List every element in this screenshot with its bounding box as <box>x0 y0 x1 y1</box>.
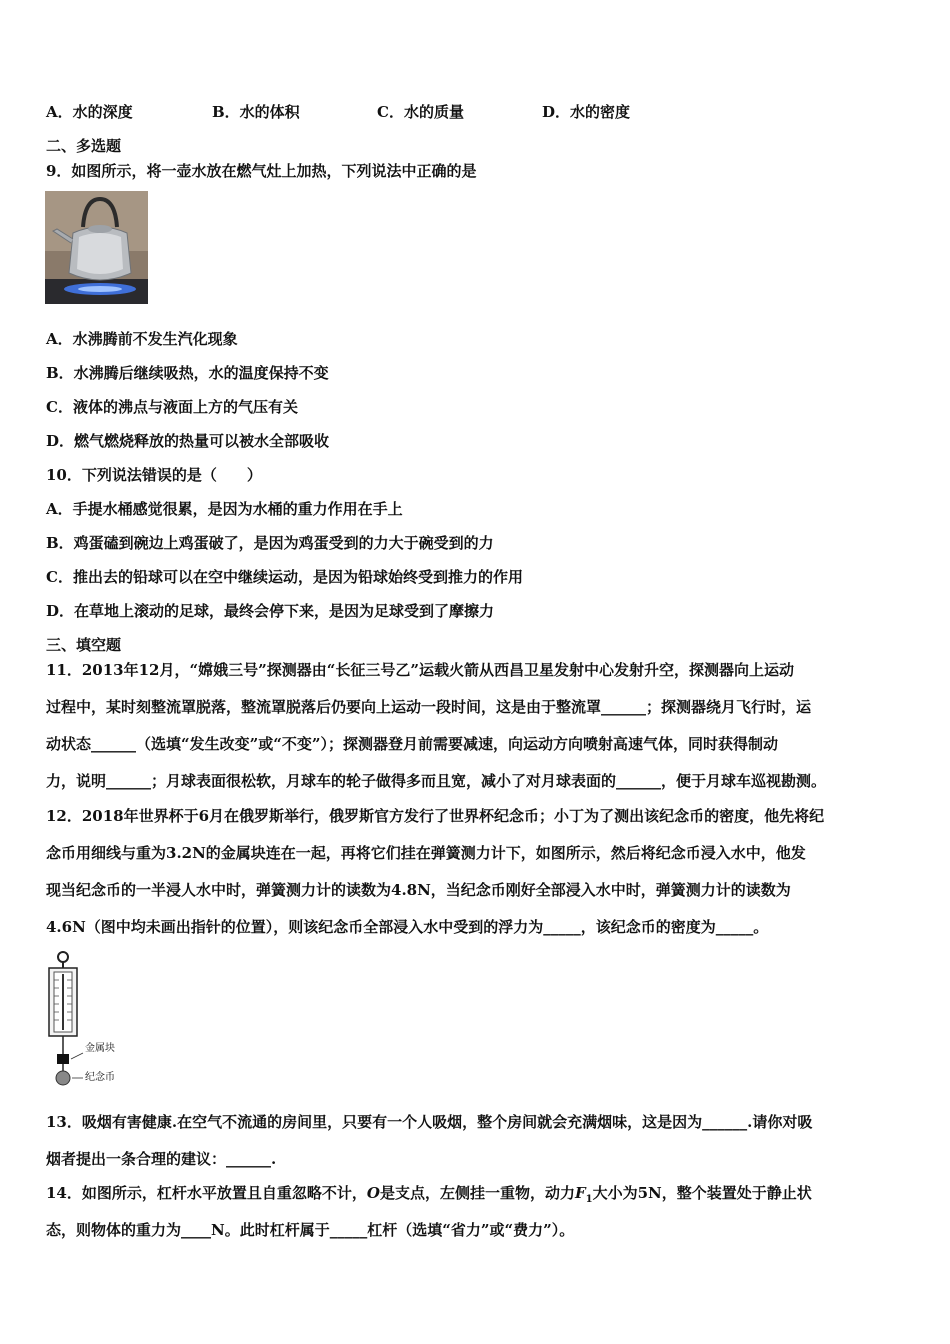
q10-option-c: C．推出去的铅球可以在空中继续运动，是因为铅球始终受到推力的作用 <box>46 568 523 586</box>
q12-line-3: 现当纪念币的一半浸人水中时，弹簧测力计的读数为4.8N，当纪念币刚好全部浸入水中时，弹簧测力计的读数为 <box>46 881 791 899</box>
q11-line-2: 过程中，某时刻整流罩脱落，整流罩脱落后仍要向上运动一段时间，这是由于整流罩______；探测器绕月飞行时，运 <box>46 698 812 716</box>
q14-text-c: 大小为5N，整个装置处于静止状 <box>592 1184 812 1202</box>
q8-option-c: C．水的质量 <box>377 103 464 121</box>
q9-option-a: A．水沸腾前不发生汽化现象 <box>46 330 238 348</box>
coin-label: 纪念币 <box>85 1072 115 1083</box>
q10-stem: 10．下列说法错误的是（ ） <box>46 466 262 484</box>
q10-option-a: A．手提水桶感觉很累，是因为水桶的重力作用在手上 <box>46 500 403 518</box>
q14-force-symbol: F <box>574 1184 586 1202</box>
q14-pivot-symbol: O <box>366 1184 380 1202</box>
q9-option-d: D．燃气燃烧释放的热量可以被水全部吸收 <box>46 432 330 450</box>
spring-scale-diagram <box>45 950 135 1090</box>
q9-option-c: C．液体的沸点与液面上方的气压有关 <box>46 398 298 416</box>
q10-option-b: B．鸡蛋磕到碗边上鸡蛋破了，是因为鸡蛋受到的力大于碗受到的力 <box>46 534 494 552</box>
q12-line-4: 4.6N（图中均未画出指针的位置），则该纪念币全部浸入水中受到的浮力为_____，该纪念币的密度为_____。 <box>46 918 769 936</box>
section-heading-multi-choice: 二、多选题 <box>46 137 122 155</box>
q14-text-a: 14．如图所示，杠杆水平放置且自重忽略不计， <box>46 1184 367 1202</box>
q14-text-b: 是支点，左侧挂一重物，动力 <box>379 1184 575 1202</box>
q9-stem: 9．如图所示，将一壶水放在燃气灶上加热，下列说法中正确的是 <box>46 162 477 180</box>
q14-force-subscript: 1 <box>585 1194 593 1205</box>
q8-option-b: B．水的体积 <box>212 103 300 121</box>
q9-option-b: B．水沸腾后继续吸热，水的温度保持不变 <box>46 364 329 382</box>
q12-line-2: 念币用细线与重为3.2N的金属块连在一起，再将它们挂在弹簧测力计下，如图所示，然后将纪念币浸入水中，他发 <box>46 844 806 862</box>
q14-line-1 <box>46 1183 812 1210</box>
q11-line-4: 力，说明______；月球表面很松软，月球车的轮子做得多而且宽，减小了对月球表面的______，便于月球车巡视勘测。 <box>46 772 827 790</box>
q10-option-d: D．在草地上滚动的足球，最终会停下来，是因为足球受到了摩擦力 <box>46 602 495 620</box>
q13-line-1: 13．吸烟有害健康.在空气不流通的房间里，只要有一个人吸烟，整个房间就会充满烟味，这是因为______.请你对吸 <box>46 1113 813 1131</box>
section-heading-fill-blank: 三、填空题 <box>46 636 122 654</box>
q12-line-1: 12．2018年世界杯于6月在俄罗斯举行，俄罗斯官方发行了世界杯纪念币；小丁为了测出该纪念币的密度，他先将纪 <box>46 807 825 825</box>
q8-option-d: D．水的密度 <box>542 103 631 121</box>
q14-line-2: 态，则物体的重力为____N。此时杠杆属于_____杠杆（选填“省力”或“费力”）。 <box>46 1221 575 1239</box>
kettle-on-stove-image <box>45 191 148 304</box>
metal-block-label: 金属块 <box>85 1043 115 1054</box>
q8-option-a: A．水的深度 <box>46 103 133 121</box>
q11-line-3: 动状态______（选填“发生改变”或“不变”）；探测器登月前需要减速，向运动方向喷射高速气体，同时获得制动 <box>46 735 779 753</box>
q11-line-1: 11．2013年12月，“嫦娥三号”探测器由“长征三号乙”运载火箭从西昌卫星发射中心发射升空，探测器向上运动 <box>46 661 795 679</box>
q13-line-2: 烟者提出一条合理的建议：______. <box>46 1150 277 1168</box>
